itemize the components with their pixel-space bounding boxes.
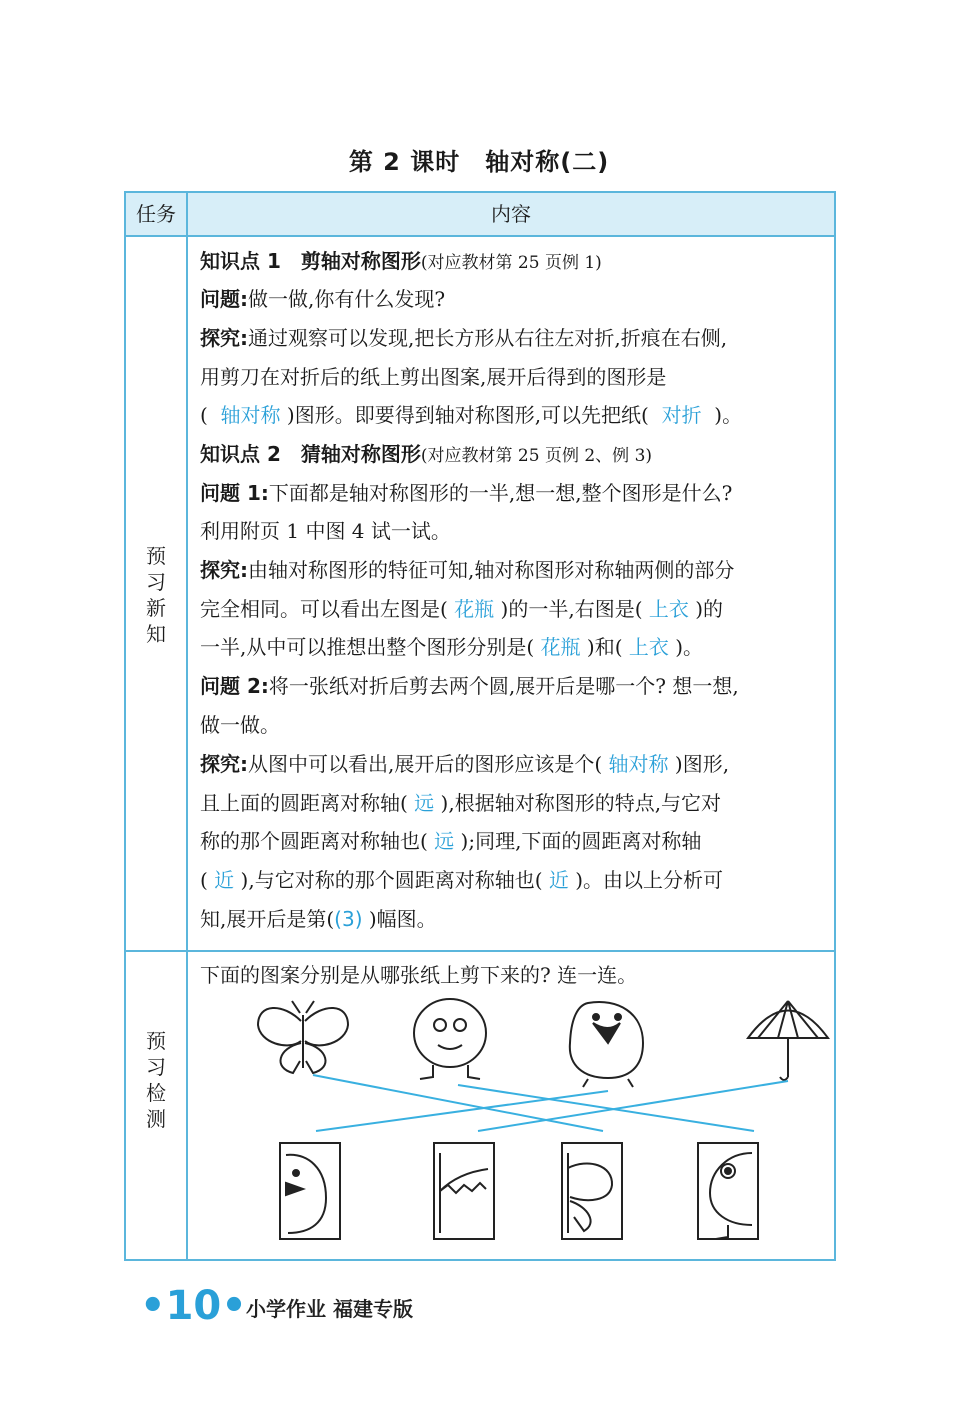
book-title: 小学作业 福建专版 (246, 1297, 413, 1321)
explore-3-line2: 且上面的圆距离对称轴( 远 ),根据轴对称图形的特点,与它对 (200, 791, 722, 815)
penguin-icon[interactable] (570, 1002, 643, 1087)
answer-blank: 远 (414, 791, 435, 815)
explore-2-line3: 一半,从中可以推想出整个图形分别是( 花瓶 )和( 上衣 )。 (200, 635, 704, 659)
page-number: •10• (140, 1283, 247, 1329)
explore-1-line1: 探究:通过观察可以发现,把长方形从右往左对折,折痕在右侧, (200, 326, 728, 350)
explore-3-line3: 称的那个圆距离对称轴也( 远 );同理,下面的圆距离对称轴 (200, 829, 702, 853)
answer-blank: 花瓶 (454, 597, 495, 621)
matching-figures (188, 993, 834, 1259)
explore-3-line5: 知,展开后是第((3) )幅图。 (200, 907, 437, 931)
explore-2-line1: 探究:由轴对称图形的特征可知,轴对称图形对称轴两侧的部分 (200, 558, 735, 582)
explore-3-line1: 探究:从图中可以看出,展开后的图形应该是个( 轴对称 )图形, (200, 752, 730, 776)
question-3-line2: 做一做。 (200, 713, 280, 737)
answer-blank: 近 (214, 868, 235, 892)
penguin-half-card[interactable] (280, 1143, 340, 1239)
row-divider (126, 950, 834, 952)
answer-blank: 近 (548, 868, 569, 892)
section-label-preview: 预 习 新 知 (146, 544, 166, 646)
page-title: 第 2 课时 轴对称(二) (348, 148, 610, 176)
explore-2-line2: 完全相同。可以看出左图是( 花瓶 )的一半,右图是( 上衣 )的 (200, 597, 724, 621)
table-header (126, 193, 834, 237)
question-2-line2: 利用附页 1 中图 4 试一试。 (200, 519, 451, 543)
umbrella-half-card[interactable] (434, 1143, 494, 1239)
answer-blank: 上衣 (648, 597, 689, 621)
header-task: 任务 (136, 202, 176, 226)
section-label-check: 预 习 检 测 (146, 1029, 166, 1131)
answer-blank: 对折 (661, 403, 702, 427)
answer-blank: 远 (434, 829, 455, 853)
knowledge-point-1: 知识点 1 剪轴对称图形(对应教材第 25 页例 1) (200, 249, 602, 273)
matching-lines (313, 1075, 788, 1131)
lesson-table (124, 191, 836, 1261)
butterfly-icon[interactable] (258, 1001, 348, 1073)
answer-blank: 花瓶 (540, 635, 581, 659)
knowledge-point-2: 知识点 2 猜轴对称图形(对应教材第 25 页例 2、例 3) (200, 442, 653, 466)
umbrella-icon[interactable] (748, 1001, 828, 1080)
check-instruction: 下面的图案分别是从哪张纸上剪下来的? 连一连。 (200, 963, 638, 987)
question-1: 问题:做一做,你有什么发现? (200, 287, 446, 311)
butterfly-half-card[interactable] (562, 1143, 622, 1239)
question-2-line1: 问题 1:下面都是轴对称图形的一半,想一想,整个图形是什么? (200, 481, 733, 505)
explore-1-line2: 用剪刀在对折后的纸上剪出图案,展开后得到的图形是 (200, 365, 667, 389)
header-content: 内容 (491, 202, 531, 226)
answer-blank: 轴对称 (220, 403, 281, 427)
answer-blank: 上衣 (628, 635, 669, 659)
question-3-line1: 问题 2:将一张纸对折后剪去两个圆,展开后是哪一个? 想一想, (200, 674, 739, 698)
frog-half-card[interactable] (698, 1143, 758, 1239)
explore-1-line3: ( 轴对称 )图形。即要得到轴对称图形,可以先把纸( 对折 )。 (200, 403, 743, 427)
answer-blank: (3) (334, 907, 363, 931)
frog-icon[interactable] (414, 999, 486, 1079)
explore-3-line4: ( 近 ),与它对称的那个圆距离对称轴也( 近 )。由以上分析可 (200, 868, 724, 892)
answer-blank: 轴对称 (608, 752, 669, 776)
